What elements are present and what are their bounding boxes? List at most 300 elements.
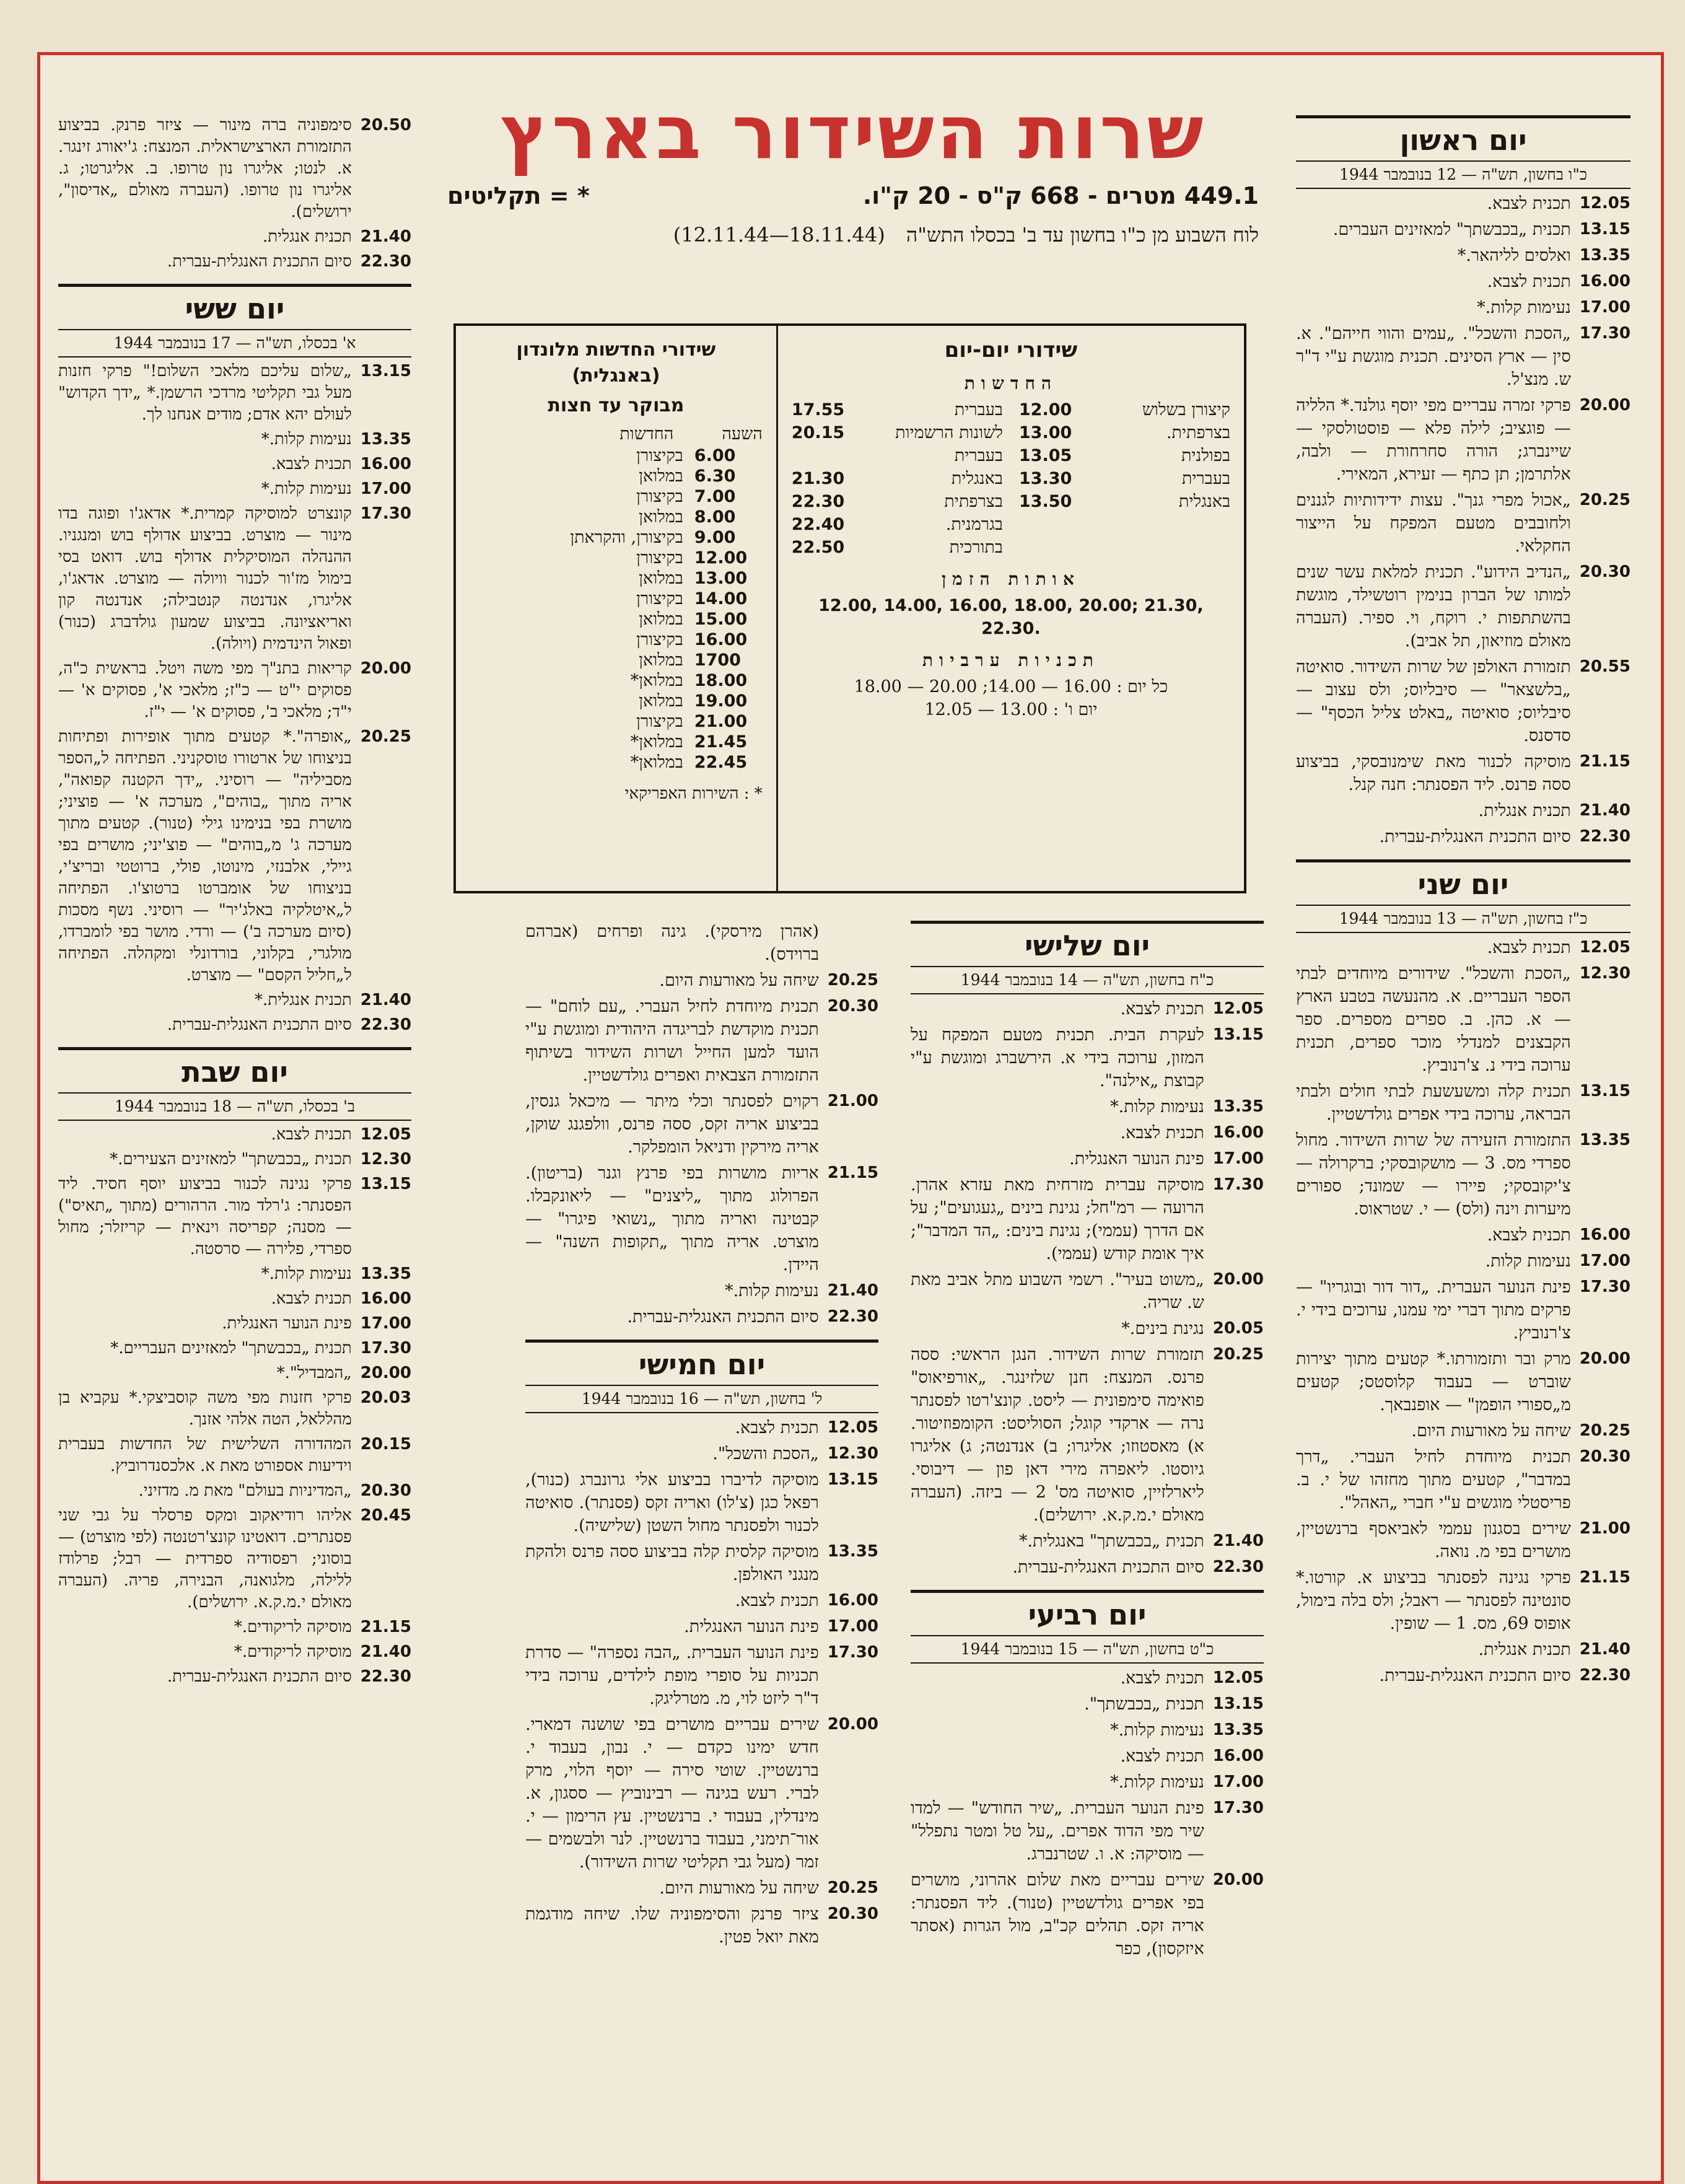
program-item <box>525 1442 878 1465</box>
program-time: 13.15 <box>827 1470 878 1489</box>
program-item <box>58 1641 411 1663</box>
program-time: 21.15 <box>360 1618 411 1636</box>
program-item <box>58 251 411 273</box>
program-desc: לעקרת הבית. תכנית מטעם המפקח על המזון, ערוכה בידי א. הירשברג ומוגשת ע"י קבוצת „אילנה". <box>911 1025 1204 1090</box>
day-date: כ"ז בחשון, תש"ה — 13 בנובמבר 1944 <box>1296 905 1630 929</box>
program-item <box>1296 192 1630 215</box>
program-time: 13.15 <box>1579 1082 1630 1100</box>
program-item <box>1296 1250 1630 1273</box>
program-item <box>911 1317 1264 1340</box>
program-time: 16.00 <box>827 1591 878 1610</box>
evening-heading: תכניות ערביות <box>922 650 1100 670</box>
evening-friday: יום ו' : 13.00 — 12.05 <box>924 700 1098 719</box>
program-desc: „שלום עליכם מלאכי השלום!" פרקי חזנות מעל גבי תקליטי מרדכי הרשמן.* „ידך הקדוש" לעולם יהא אדם; מודים אנחנו לך. <box>58 362 352 424</box>
program-item <box>58 726 411 986</box>
london-row <box>470 568 763 589</box>
program-item <box>1296 825 1630 848</box>
london-time: 16.00 <box>694 630 748 649</box>
program-item <box>58 1313 411 1335</box>
london-kind: בקיצורן <box>636 712 683 731</box>
program-time: 22.30 <box>1579 1666 1630 1685</box>
program-desc: תכנית לצבא. <box>1487 194 1571 213</box>
news-time: 20.15 <box>791 423 845 442</box>
day-name: יום חמישי <box>638 1348 766 1381</box>
program-desc: תכנית „בכבשתך" למאזינים הצעירים.* <box>110 1150 352 1169</box>
program-item <box>911 1771 1264 1794</box>
program-desc: תכנית „בכבשתך" למאזינים העברים. <box>1333 220 1571 239</box>
news-time: 13.05 <box>1018 446 1072 465</box>
london-kind: בקיצורן <box>636 487 683 506</box>
day-name: יום ראשון <box>1399 123 1527 157</box>
program-time: 13.35 <box>1579 246 1630 265</box>
program-desc: רקוים לפסנתר וכלי מיתר — מיכאל גנסין, בביצוע אריה זקס, ססה פרנס, וולפגנג שוקן, אריה מירקין ודניאל הומפלקר. <box>525 1092 819 1157</box>
program-item <box>1296 1276 1630 1344</box>
program-desc: סיום התכנית האנגלית-עברית. <box>627 1307 819 1327</box>
day-name: יום שלישי <box>1024 929 1150 962</box>
program-desc: מוסיקה קלסית קלה בביצוע ססה פרנס ולהקת מנגני האולפן. <box>525 1542 819 1584</box>
news-row <box>1019 490 1230 513</box>
program-desc: התזמורת הזעירה של שרות השידור. מחול ספרדי מס. 3 — מושקובסקי; ברקרולה — צ'יקובסקי; פיירו — שמונד; ספורים מיערות וינה (ולס) — י. שטראוס. <box>1296 1131 1571 1219</box>
program-desc: אליהו רודיאקוב ומקס פרסלר על גבי שני פסנתרים. דואטינו קונצ'רטנטה (לפי מוצרט) — בוסוני; רפסודיה ספרדית — רבל; פרלודז ללילה, מלגואנה, הבנירה, פריה. (העברה מאולם י.מ.ק.א. ירושלים). <box>58 1506 352 1612</box>
program-time: 12.05 <box>1212 1669 1264 1687</box>
program-time: 22.30 <box>360 1667 411 1686</box>
week-label-row <box>447 223 1259 247</box>
news-row <box>1019 398 1230 421</box>
day-monday <box>1296 859 1630 1687</box>
program-desc: ואלסים לליהאר.* <box>1457 246 1571 265</box>
program-desc: תזמורת שרות השידור. הנגן הראשי: ססה פרנס. המנצח: חנן שלזינגר. „אורפיאוס" פואימה סימפונית — ליסט. קונצ'רטו לפסנתר נרה — ארקדי קוגל; הסוליסט: הקומפוזיטור. א) מאסטוזו; אליגרו; ב) אנדנטה; ג) אליגרו גיוסטו. ליאפרה מירי דאן פון — דיבוסי. ליארלזיין, סואיטה מס' 2 — ביזה. (העברה מאולם י.מ.ק.א. ירושלים). <box>911 1345 1204 1525</box>
program-item <box>58 1288 411 1310</box>
daily-broadcasts-box <box>453 323 1246 893</box>
program-time: 20.25 <box>1212 1345 1264 1364</box>
london-kind: בקיצורן <box>636 589 683 608</box>
program-time: 21.00 <box>1579 1519 1630 1538</box>
program-desc: „הסכת והשכל". „עמים והווי חייהם". א. סין — ארץ הסינים. תכנית מוגשת ע"י ד"ר ש. מנצ'ל. <box>1296 324 1571 389</box>
program-desc: סימפוניה ברה מינור — ציזר פרנק. בביצוע התזמורת הארצישראלית. המנצח: ג'יאורג זינגר. א. לנטו; אליגרו נון טרופו. ב. אליגרטו; ג. אליגרו נון טרופו. (העברה מאולם „אדיסון", ירושלים). <box>58 116 352 221</box>
london-row <box>470 711 763 732</box>
program-desc: שיחה על מאורעות היום. <box>659 1879 819 1898</box>
program-item <box>1296 394 1630 486</box>
daily-broadcasts <box>776 326 1244 891</box>
day-date: כ"ו בחשון, תש"ה — 12 בנובמבר 1944 <box>1296 160 1630 185</box>
program-item <box>58 361 411 426</box>
program-desc: פינת הנוער האנגלית. <box>1069 1149 1204 1169</box>
program-desc: תכנית מיוחדת לחיל העברי. „דרך במדבר", קטעים מתוך מחזהו של י. ב. פריסטלי מוגשים ע"י חברי „האהל". <box>1296 1447 1571 1512</box>
program-item <box>1296 1348 1630 1416</box>
london-kind: במלואן* <box>630 671 683 690</box>
news-lang: באנגלית <box>1178 492 1230 511</box>
program-item <box>911 1869 1264 1960</box>
program-desc: תכנית לצבא. <box>1120 1123 1204 1142</box>
program-item <box>58 503 411 655</box>
london-list <box>470 445 763 773</box>
program-time: 21.40 <box>360 227 411 246</box>
news-row <box>1019 421 1230 444</box>
london-row <box>470 589 763 609</box>
program-desc: מוסיקה לריקודים.* <box>234 1618 352 1636</box>
london-time: 13.00 <box>694 569 748 588</box>
news-row <box>1019 467 1230 490</box>
london-row <box>470 486 763 507</box>
program-item <box>58 1616 411 1638</box>
program-time: 13.15 <box>1212 1695 1264 1713</box>
program-desc: פינת הנוער האנגלית. <box>222 1314 352 1333</box>
day-header <box>58 1047 411 1121</box>
program-item <box>911 1268 1264 1314</box>
program-item <box>911 1530 1264 1553</box>
london-header-time: השעה <box>722 424 763 444</box>
program-desc: (אהרן מירסקי). גינה ופרחים (אברהם ברוידס). <box>525 922 819 964</box>
program-time: 12.05 <box>1579 938 1630 957</box>
program-item <box>525 1090 878 1159</box>
program-time: 13.35 <box>1212 1721 1264 1739</box>
program-item <box>58 454 411 475</box>
day-name: יום שבת <box>182 1055 288 1089</box>
program-item <box>58 115 411 223</box>
week-dates: (12.11.44—18.11.44) <box>673 223 885 247</box>
program-item <box>525 995 878 1087</box>
program-time: 22.30 <box>360 1015 411 1034</box>
program-desc: „המדיניות בעולם" מאת מ. מדזיני. <box>138 1481 352 1500</box>
program-desc: סיום התכנית האנגלית-עברית. <box>167 252 352 271</box>
news-lang: קיצורן בשלוש <box>1142 400 1230 419</box>
london-time: 8.00 <box>694 507 736 527</box>
program-time: 13.35 <box>1579 1131 1630 1149</box>
program-desc: נגינת בינים.* <box>1121 1319 1204 1338</box>
program-list <box>1296 936 1630 1687</box>
program-time: 13.15 <box>1579 220 1630 239</box>
london-kind: במלואן <box>639 507 683 527</box>
program-desc: „אופרה".* קטעים מתוך אופירות ופתיחות בניצוחו של ארטורו טוסקניני. הפתיחה ל„הספר מסביליה" — רוסיני. „ידך הקטנה קפואה", אריה מתוך „בוהים", מערכה א' — פוציני; מושרת בפי בנימינו גילי (טנור). קטעים מתוך מערכה ג' מ„בוהים" — פוצ'יני; מושרים בפי גיילי, אלבנזי, מינוטו, פולי, ברוטטי ובריצ'י, בניצוחו של אומברטו ברטוצ'ו. הפתיחה ל„איטלקיה באלג'יר" — רוסיני. נשף מסכות (סיום מערכה ב') — ורדי. מושר בפי לומברדו, מולגרי, בקלוני, בורדונלי ומקהלה. הפתיחה ל„חליל הקסם" — מוצרט. <box>58 727 352 985</box>
program-item <box>1296 244 1630 267</box>
news-heading: החדשות <box>964 373 1057 393</box>
program-list <box>525 1416 878 1949</box>
program-item <box>58 989 411 1011</box>
program-time: 20.00 <box>360 1364 411 1382</box>
program-item <box>525 1162 878 1276</box>
london-time: 21.00 <box>694 712 748 731</box>
program-time: 20.30 <box>827 997 878 1015</box>
program-time: 21.15 <box>827 1164 878 1182</box>
program-time: 20.00 <box>1212 1270 1264 1289</box>
program-desc: נעימות קלות.* <box>1110 1097 1204 1116</box>
london-row <box>470 609 763 629</box>
program-list <box>911 1667 1264 1960</box>
news-col-right <box>792 398 1003 559</box>
day-wednesday-continued <box>525 920 878 1328</box>
program-desc: תכנית „בכבשתך". <box>1084 1695 1204 1714</box>
news-row <box>792 467 1003 490</box>
daily-title: שידורי יום-יום <box>944 338 1078 362</box>
column-sunday-monday <box>1296 112 1630 1698</box>
london-news <box>456 326 776 891</box>
program-time: 16.00 <box>1212 1747 1264 1765</box>
day-sunday <box>1296 115 1630 848</box>
program-time: 20.00 <box>360 659 411 678</box>
program-time: 20.25 <box>1579 1421 1630 1440</box>
news-lang: בגרמנית. <box>945 515 1003 534</box>
day-name: יום רביעי <box>1028 1598 1147 1631</box>
program-time: 16.00 <box>360 1289 411 1308</box>
program-list <box>911 998 1264 1579</box>
program-item <box>525 1468 878 1537</box>
program-time: 20.25 <box>1579 491 1630 509</box>
london-row <box>470 650 763 670</box>
program-time: 21.40 <box>360 991 411 1009</box>
program-desc: סיום התכנית האנגלית-עברית. <box>1012 1558 1204 1577</box>
day-date: כ"ט בחשון, תש"ה — 15 בנובמבר 1944 <box>911 1635 1264 1660</box>
program-item <box>58 1124 411 1146</box>
program-item <box>1296 1419 1630 1442</box>
day-date: ב' בכסלו, תש"ה — 18 בנובמבר 1944 <box>58 1092 411 1117</box>
london-time: 7.00 <box>694 487 736 506</box>
day-wednesday <box>911 1590 1264 1960</box>
program-item <box>911 1173 1264 1265</box>
program-time: 20.30 <box>1579 563 1630 581</box>
program-item <box>911 998 1264 1020</box>
program-time: 20.50 <box>360 116 411 134</box>
program-desc: נעימות קלות. <box>1485 1252 1571 1271</box>
day-saturday <box>58 1047 411 1688</box>
program-time: 22.30 <box>1212 1558 1264 1576</box>
program-item <box>58 1149 411 1170</box>
program-item <box>1296 962 1630 1077</box>
program-time: 12.05 <box>360 1125 411 1144</box>
program-item <box>1296 489 1630 558</box>
program-time: 13.15 <box>360 1175 411 1193</box>
london-kind: במלואן <box>639 569 683 588</box>
program-item <box>58 1362 411 1384</box>
program-item <box>1296 1664 1630 1687</box>
news-grid <box>792 398 1230 559</box>
program-desc: פינת הנוער העברית. „הבה נספרה" — סדרת תכניות על סופרי מופת לילדים, ערוכה בידי ד"ר ליזט לוי, מ. מטרליגק. <box>525 1643 819 1708</box>
program-item <box>525 1641 878 1710</box>
program-item <box>58 1434 411 1477</box>
london-row <box>470 670 763 691</box>
news-lang: בפולנית <box>1181 446 1230 465</box>
news-row <box>792 421 1003 467</box>
news-row <box>792 398 1003 421</box>
london-kind: במלואן* <box>630 732 683 752</box>
program-time: 12.05 <box>827 1418 878 1437</box>
day-header <box>525 1340 878 1413</box>
program-item <box>58 1263 411 1285</box>
program-item <box>525 1615 878 1638</box>
program-time: 17.00 <box>827 1617 878 1636</box>
time-signals-heading: אותות הזמן <box>941 569 1080 589</box>
program-item <box>58 226 411 248</box>
program-desc: תכנית „בכבשתך" למאזינים העבריים.* <box>110 1339 352 1357</box>
news-row <box>792 513 1003 536</box>
london-kind: במלואן <box>639 610 683 629</box>
program-item <box>1296 270 1630 293</box>
program-item <box>1296 1445 1630 1514</box>
program-desc: נעימות קלות.* <box>1477 298 1571 317</box>
day-name: יום שני <box>1417 867 1509 901</box>
program-list <box>58 361 411 1036</box>
program-desc: פרקי נגינה לפסנתר בביצוע א. קורטו.* סונטינה לפסנתר — ראבל; ולס בלה בימול, אופוס 69, מס. 1 — שופין. <box>1296 1568 1571 1633</box>
program-time: 17.30 <box>360 504 411 523</box>
program-desc: נעימות קלות.* <box>725 1281 819 1300</box>
program-item <box>1296 656 1630 747</box>
program-desc: „הסכת והשכל". שידורים מיוחדים לבתי הספר העבריים. א. מהנעשה בטבע הארץ — א. כהן. ב. ספרים מספרים. ספר הקבצנים למנדלי מוכר ספרים, תכנית ערוכה בידי נ. צ'רנוביץ. <box>1296 964 1571 1075</box>
london-row <box>470 752 763 773</box>
news-lang: בתורכית <box>949 538 1003 557</box>
program-time: 20.45 <box>360 1506 411 1525</box>
day-header <box>911 1590 1264 1664</box>
program-time: 17.30 <box>1212 1799 1264 1817</box>
program-desc: תכנית לצבא. <box>1487 272 1571 291</box>
program-list <box>1296 192 1630 848</box>
program-time: 20.30 <box>360 1481 411 1500</box>
program-desc: תכנית לצבא. <box>1487 938 1571 957</box>
column-tuesday-wednesday <box>911 917 1264 1971</box>
london-kind: בקיצורן <box>636 630 683 649</box>
program-item <box>525 920 878 966</box>
program-desc: תכנית לצבא. <box>735 1418 819 1437</box>
program-time: 20.05 <box>1212 1319 1264 1338</box>
program-time: 16.00 <box>1579 1226 1630 1244</box>
news-lang: בצרפתית <box>944 492 1003 511</box>
program-time: 17.00 <box>1212 1149 1264 1168</box>
london-row <box>470 732 763 752</box>
program-desc: „המבדיל".* <box>276 1364 352 1382</box>
time-signals: 12.00, 14.00, 16.00, 18.00, 20.00; 21.30, 22.30. <box>818 596 1204 638</box>
evening-daily: כל יום : 16.00 — 14.00; 20.00 — 18.00 <box>854 677 1168 696</box>
program-desc: אריות מושרות בפי פרנץ וגנר (בריטון). הפרולוג מתוך „ליצנים" — ליאונקבלו. קבטינה ואריה מתוך „נשואי פיגרו" — מוצרט. אריה מתוך „תקופות השנה" — היידן. <box>525 1164 819 1274</box>
program-item <box>525 1279 878 1302</box>
program-item <box>1296 561 1630 652</box>
program-time: 21.40 <box>1579 801 1630 820</box>
program-time: 21.15 <box>1579 1568 1630 1587</box>
program-time: 20.15 <box>360 1435 411 1454</box>
program-list <box>58 1124 411 1688</box>
london-time: 9.00 <box>694 528 736 547</box>
program-time: 17.00 <box>360 1314 411 1333</box>
program-desc: סיום התכנית האנגלית-עברית. <box>1379 1666 1571 1685</box>
frequency: 449.1 מטרים - 668 ק"ס - 20 ק"ו. <box>862 182 1259 209</box>
program-time: 12.30 <box>1579 964 1630 983</box>
program-time: 21.40 <box>827 1281 878 1300</box>
london-row <box>470 445 763 466</box>
program-desc: שירים עבריים מושרים בפי שושנה דמארי. חדש ימינו כקדם — י. נבון, בעבוד י. ברנשטיין. שוטי סירה — יוסף הלוי, מרק לברי. רעש בגינה — רבינוביץ — ססגון, א. מינדלין, בעבוד י. ברנשטיין. עץ הרימון — י. אור־תימני, בעבוד ברנשטיין. לנר ולבשמים — זמר (מעל גבי תקליטי שרות השידור). <box>525 1715 819 1872</box>
program-time: 17.00 <box>360 480 411 498</box>
london-row <box>470 527 763 548</box>
program-item <box>58 658 411 723</box>
program-desc: תכנית אנגלית. <box>1478 801 1571 820</box>
program-time: 13.35 <box>827 1542 878 1561</box>
day-date: ל' בחשון, תש"ה — 16 בנובמבר 1944 <box>525 1385 878 1410</box>
day-header <box>1296 115 1630 189</box>
london-kind: במלואן <box>639 467 683 486</box>
program-item <box>911 1719 1264 1742</box>
program-item <box>1296 936 1630 959</box>
london-kind: בקיצורן <box>636 446 683 465</box>
program-item <box>58 1014 411 1036</box>
program-item <box>58 1505 411 1613</box>
program-item <box>525 1416 878 1439</box>
program-time: 13.15 <box>1212 1025 1264 1044</box>
program-time: 20.00 <box>1212 1870 1264 1889</box>
program-item <box>911 1745 1264 1768</box>
program-time: 12.30 <box>360 1150 411 1169</box>
london-kind: בקיצורן, והקראתן <box>570 528 683 547</box>
news-time: 12.00 <box>1018 400 1072 419</box>
program-time <box>828 920 878 966</box>
program-time: 12.05 <box>1579 194 1630 213</box>
program-item <box>911 1121 1264 1144</box>
program-desc: תכנית אנגלית. <box>1478 1640 1571 1659</box>
program-time: 21.40 <box>1212 1532 1264 1550</box>
news-row <box>792 490 1003 513</box>
program-desc: שיחה על מאורעות היום. <box>659 971 819 990</box>
program-time: 17.00 <box>1579 298 1630 317</box>
london-kind: במלואן <box>639 651 683 670</box>
program-item <box>58 1173 411 1260</box>
program-item <box>525 1713 878 1874</box>
news-time: 21.30 <box>791 469 845 488</box>
program-item <box>911 1147 1264 1170</box>
program-item <box>1296 1224 1630 1247</box>
program-desc: תכנית לצבא. <box>735 1591 819 1610</box>
day-header <box>1296 859 1630 933</box>
program-time: 16.00 <box>1579 272 1630 291</box>
news-time: 17.55 <box>791 400 845 419</box>
program-item <box>525 1903 878 1949</box>
program-time: 17.30 <box>360 1339 411 1357</box>
program-time: 17.30 <box>1212 1175 1264 1194</box>
program-desc: מוסיקה לכנור מאת שימנובסקי, בביצוע ססה פרנס. ליד הפסנתר: חנה קנל. <box>1296 752 1571 794</box>
program-item <box>911 1095 1264 1118</box>
program-desc: סיום התכנית האנגלית-עברית. <box>1379 827 1571 846</box>
program-time: 20.03 <box>360 1388 411 1407</box>
program-desc: „הסכת והשכל". <box>712 1444 819 1463</box>
program-time: 21.40 <box>360 1642 411 1661</box>
program-item <box>1296 296 1630 319</box>
program-desc: נעימות קלות.* <box>261 480 352 498</box>
program-item <box>911 1556 1264 1579</box>
page-title: שרות השידור בארץ <box>500 90 1206 176</box>
program-item <box>911 1797 1264 1866</box>
program-desc: פינת הנוער האנגלית. <box>684 1617 819 1636</box>
london-subtitle: מבוקר עד חצות <box>548 395 685 416</box>
program-desc: נעימות קלות.* <box>261 1265 352 1283</box>
masthead <box>447 90 1259 247</box>
program-time: 20.25 <box>827 971 878 989</box>
news-time: 22.50 <box>791 538 845 557</box>
program-item <box>525 1589 878 1612</box>
day-header <box>911 921 1264 994</box>
program-item <box>1296 1566 1630 1635</box>
news-lang: בעברית <box>1181 469 1230 488</box>
program-desc: מוסיקה לדיברו בביצוע אלי גרונברג (כנור), רפאל כגן (צ'לו) ואריה זקס (פסנתר). סואיטה לכנור ולפסנתר מחול השטן (שלישיה). <box>525 1470 819 1535</box>
program-desc: סיום התכנית האנגלית-עברית. <box>167 1667 352 1686</box>
program-time: 13.35 <box>360 1265 411 1283</box>
day-thursday-continued <box>58 115 411 273</box>
london-kind: במלואן <box>639 691 683 711</box>
program-desc: „הנדיב הידוע". תכנית למלאת עשר שנים למותו של הברון בנימין רוטשילד, מוגשת בהשתתפות י. רוקח, וי. ספיר. (העברה מאולם מוזיאון, תל אביב). <box>1296 563 1571 651</box>
program-item <box>911 1693 1264 1716</box>
program-time: 20.00 <box>827 1715 878 1734</box>
program-item <box>525 1540 878 1586</box>
program-desc: תזמורת האולפן של שרות השידור. סואיטה „בלשצאר" — סיבליוס; ולס עצוב — סיבליוס; סואיטה „באלט צליל הכסף" — סדסנס. <box>1296 657 1571 745</box>
program-item <box>911 1343 1264 1527</box>
program-desc: תכנית לצבא. <box>271 1289 352 1308</box>
program-desc: תכנית אנגלית.* <box>255 991 352 1009</box>
london-time: 6.30 <box>694 467 736 486</box>
program-item <box>1296 799 1630 822</box>
london-time: 18.00 <box>694 671 748 690</box>
